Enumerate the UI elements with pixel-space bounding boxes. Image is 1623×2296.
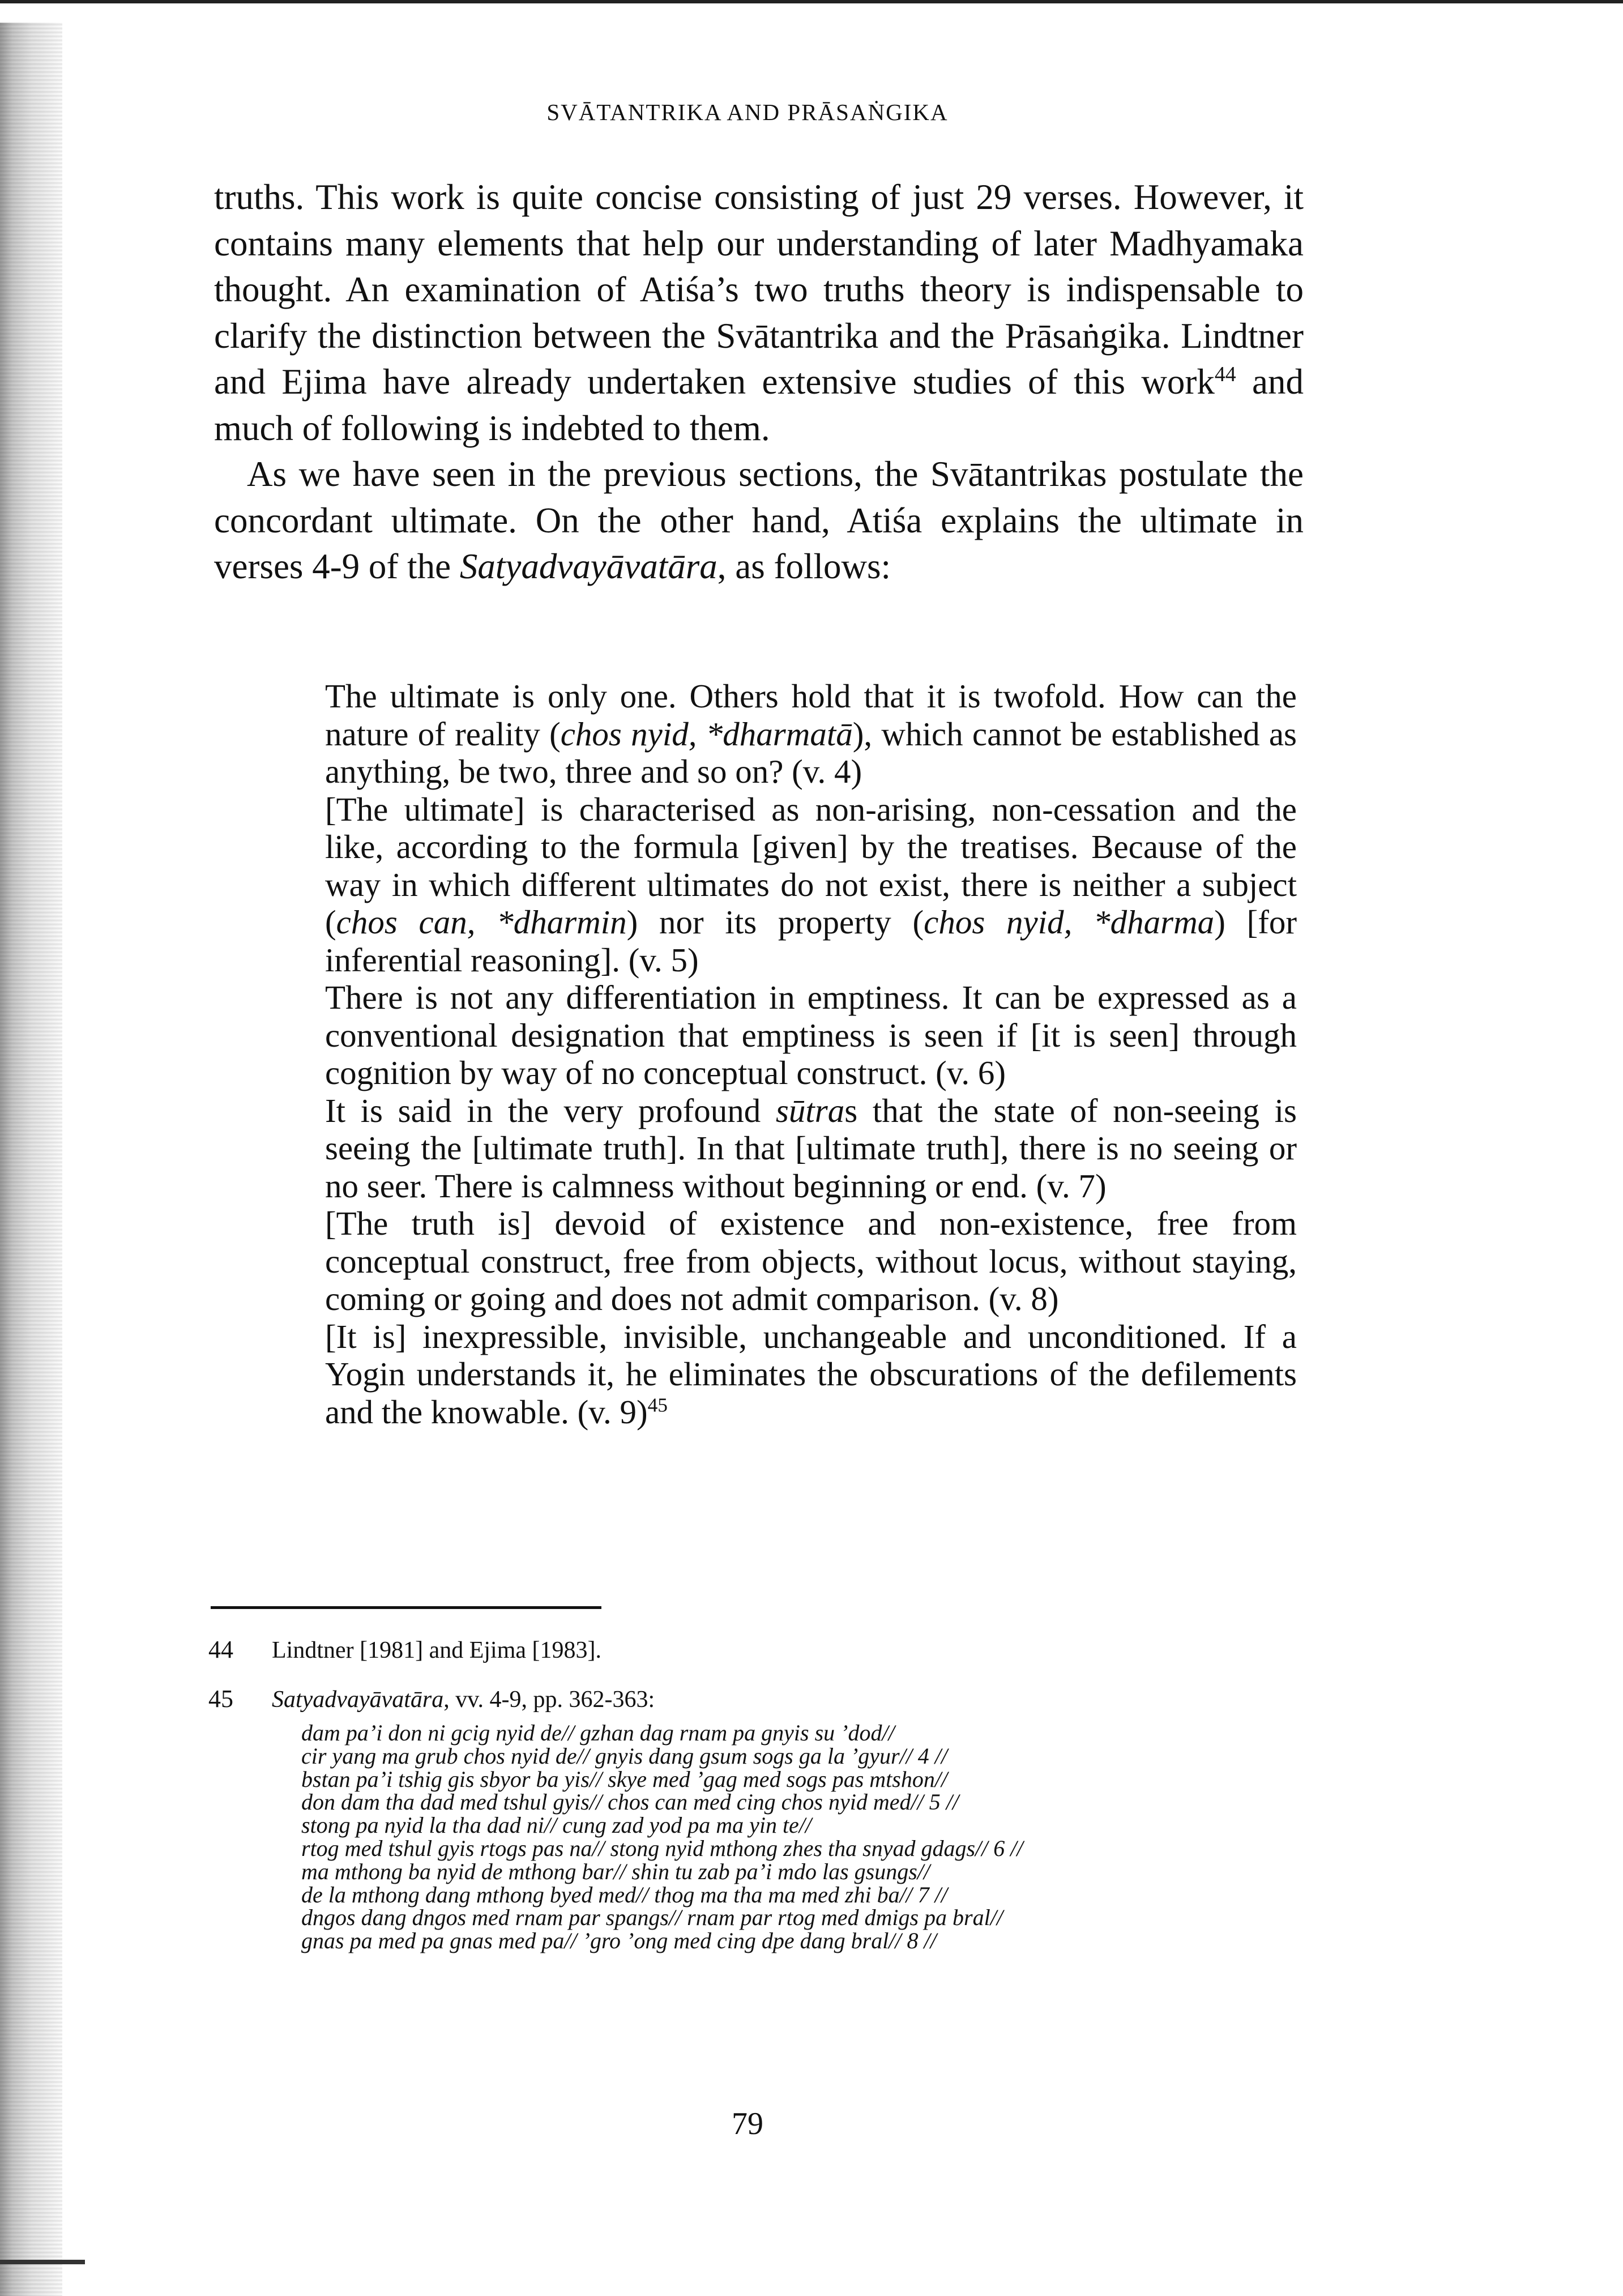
tibetan-line: dngos dang dngos med rnam par spangs// rnam par rtog med dmigs pa bral// bbox=[301, 1905, 1003, 1931]
body-text bbox=[214, 174, 1304, 590]
tibetan-line: dam pa’i don ni gcig nyid de// gzhan dag rnam pa gnyis su ’dod// bbox=[301, 1720, 895, 1746]
tibetan-line: ma mthong ba nyid de mthong bar// shin tu zab pa’i mdo las gsungs// bbox=[301, 1858, 930, 1884]
tibetan-line: gnas pa med pa gnas med pa// ’gro ’ong med cing dpe dang bral// 8 // bbox=[301, 1928, 937, 1954]
top-edge-rule bbox=[0, 0, 1623, 3]
verse-5-text-end: ) [for inferential reasoning]. (v. 5) bbox=[325, 903, 1297, 979]
verse-8-text: [The truth is] devoid of existence and non-existence, free from conceptual construct, free from objects, without locus, without staying, coming or going and does not admit comparison. (v. 8) bbox=[325, 1205, 1297, 1317]
verse-7-text: It is said in the very profound bbox=[325, 1091, 776, 1129]
footnote-44-text: Lindtner [1981] and Ejima [1983]. bbox=[272, 1637, 602, 1663]
footnote-44-number: 44 bbox=[208, 1636, 233, 1663]
footnote-45-number: 45 bbox=[208, 1685, 233, 1713]
paragraph-2-title: Satyadvayāvatāra bbox=[459, 547, 717, 586]
block-quote bbox=[325, 677, 1297, 1431]
paragraph-2-text: As we have seen in the previous sections, the Svātantrikas postulate the concordant ultimate. On the other hand, Atiśa explains the ultimate in verses 4-9 of the bbox=[214, 454, 1304, 586]
footnote-45-title: Satyadvayāvatāra bbox=[272, 1687, 444, 1713]
verse-4-text-end: ), which cannot be established as anything, be two, three and so on? (v. 4) bbox=[325, 715, 1297, 790]
verse-6-text: There is not any differentiation in emptiness. It can be expressed as a conventional designation that emptiness is seen if [it is seen] through cognition by way of no conceptual construct. (v. 6) bbox=[325, 979, 1297, 1091]
footnote-ref-45: 45 bbox=[647, 1393, 668, 1416]
tibetan-line: cir yang ma grub chos nyid de// gnyis dang gsum sogs ga la ’gyur// 4 // bbox=[301, 1743, 948, 1769]
verse-4-text: The ultimate is only one. Others hold that it is twofold. How can the nature of reality ( bbox=[325, 677, 1297, 753]
verse-7-text-end: s that the state of non-seeing is seeing the [ultimate truth]. In that [ultimate truth], there is no seeing or no seer. There is calmness without beginning or end. (v. 7) bbox=[325, 1091, 1297, 1205]
verse-7-term: sūtra bbox=[775, 1091, 845, 1129]
paragraph-2 bbox=[214, 451, 1304, 590]
paragraph-1 bbox=[214, 174, 1304, 451]
page-number: 79 bbox=[732, 2106, 763, 2141]
footnote-separator bbox=[211, 1606, 601, 1609]
tibetan-line: don dam tha dad med tshul gyis// chos can med cing chos nyid med// 5 // bbox=[301, 1789, 959, 1815]
verse-8 bbox=[325, 1205, 1297, 1318]
verse-5-text: [The ultimate] is characterised as non-arising, non-cessation and the like, according to the formula [given] by the treatises. Because of the way in which different ultimates do not exist, there is neither a subject ( bbox=[325, 790, 1297, 941]
verse-9-text: [It is] inexpressible, invisible, unchangeable and unconditioned. If a Yogin understands it, he eliminates the obscurations of the defilements and the knowable. (v. 9) bbox=[325, 1317, 1297, 1431]
footnote-45-text: , vv. 4-9, pp. 362-363: bbox=[443, 1687, 655, 1713]
tibetan-line: stong pa nyid la tha dad ni// cung zad yod pa ma yin te// bbox=[301, 1812, 812, 1838]
verse-5 bbox=[325, 791, 1297, 979]
tibetan-line: rtog med tshul gyis rtogs pas na// stong nyid mthong zhes tha snyad gdags// 6 // bbox=[301, 1835, 1023, 1861]
scan-binding-edge bbox=[0, 23, 62, 2296]
verse-9 bbox=[325, 1318, 1297, 1431]
tibetan-verses bbox=[301, 1722, 1321, 1953]
paragraph-2-text-end: , as follows: bbox=[717, 547, 891, 586]
paragraph-1-text-end: and much of following is indebted to them. bbox=[214, 362, 1304, 448]
tibetan-line: bstan pa’i tshig gis sbyor ba yis// skye med ’gag med sogs pas mtshon// bbox=[301, 1766, 948, 1792]
scan-corner-mark bbox=[0, 2260, 85, 2264]
footnote-44 bbox=[208, 1636, 601, 1665]
verse-6 bbox=[325, 979, 1297, 1092]
running-head: SVĀTANTRIKA AND PRĀSAṄGIKA bbox=[546, 99, 949, 125]
verse-4-term: chos nyid, *dharmatā bbox=[560, 715, 853, 753]
verse-5-term-1: chos can, *dharmin bbox=[336, 903, 627, 941]
tibetan-line: de la mthong dang mthong byed med// thog ma tha ma med zhi ba// 7 // bbox=[301, 1881, 948, 1907]
paragraph-1-text: truths. This work is quite concise consisting of just 29 verses. However, it contains many elements that help our understanding of later Madhyamaka thought. An examination of Atiśa’s two truths theory is indispensable to clarify the distinction between the Svātantrika and the Prāsaṅgika. Lindtner and Ejima have already undertaken extensive studies of this work bbox=[214, 177, 1304, 402]
footnote-45 bbox=[208, 1685, 655, 1714]
verse-7 bbox=[325, 1092, 1297, 1205]
verse-4 bbox=[325, 677, 1297, 791]
verse-5-text-mid: ) nor its property ( bbox=[626, 903, 924, 941]
verse-5-term-2: chos nyid, *dharma bbox=[924, 903, 1215, 941]
footnote-ref-44: 44 bbox=[1214, 362, 1236, 386]
